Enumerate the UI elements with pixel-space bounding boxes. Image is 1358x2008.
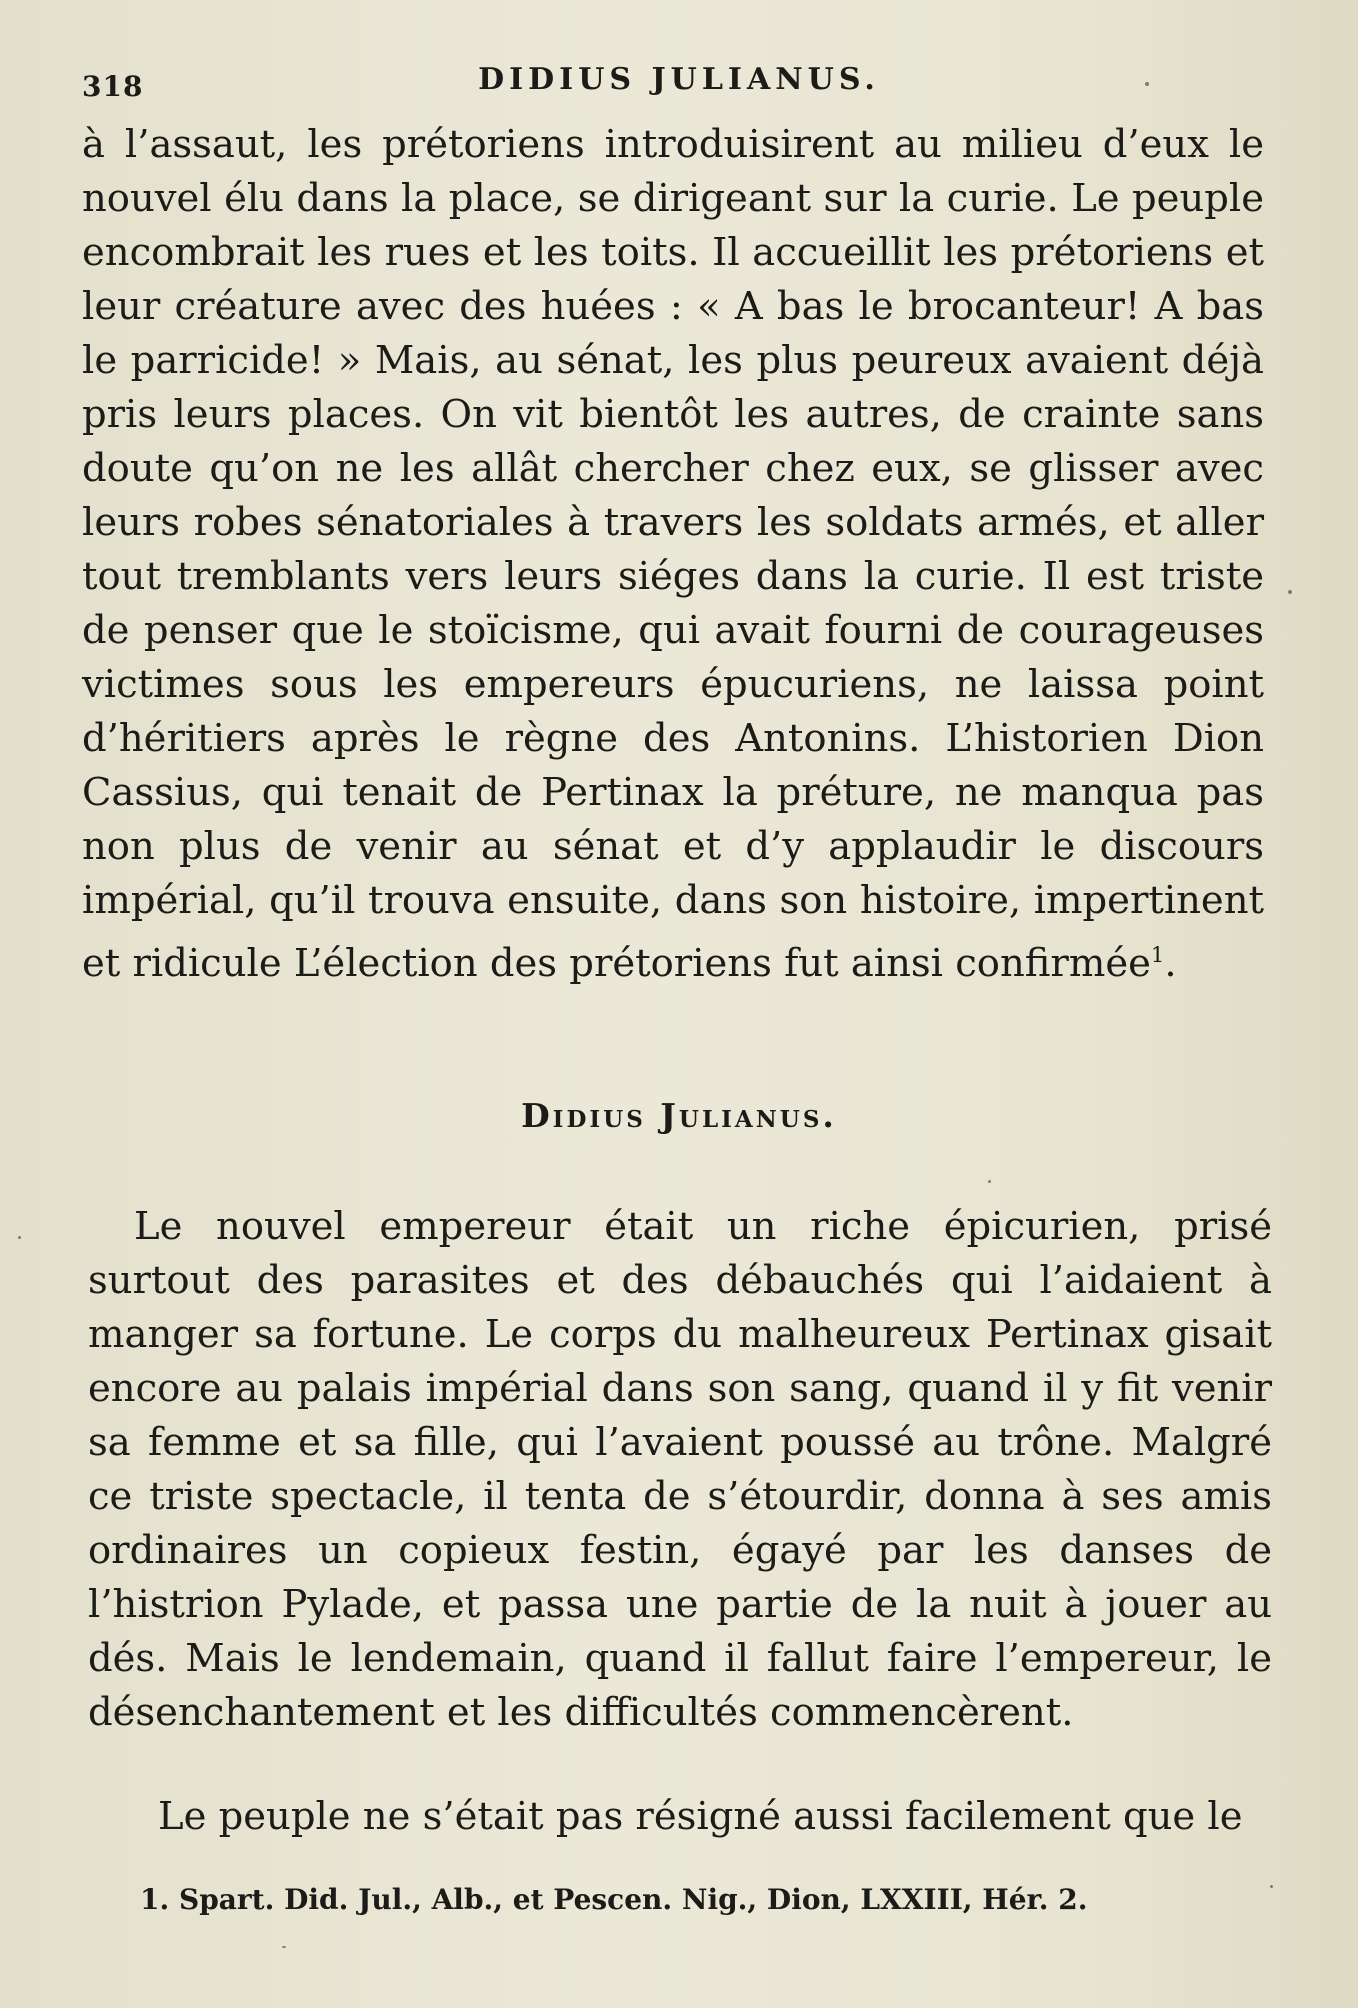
paragraph-1-end: . xyxy=(1164,940,1177,986)
paper-speck xyxy=(988,1180,991,1183)
paper-speck xyxy=(1145,82,1149,86)
paragraph-3: Le peuple ne s’était pas résigné aussi facilement que le xyxy=(158,1794,1243,1839)
paper-speck xyxy=(1270,1885,1273,1888)
footnote-text: Spart. Did. Jul., Alb., et Pescen. Nig., Dion, LXXIII, Hér. 2. xyxy=(178,1883,1088,1916)
paragraph-1 xyxy=(82,118,1264,991)
paper-speck xyxy=(282,1946,286,1948)
paragraph-2: Le nouvel empereur était un riche épicurien, prisé surtout des parasites et des débauchés qui l’aidaient à manger sa fortune. Le corps du malheureux Pertinax gisait encore au palais impérial dans son sang, quand il y fit venir sa femme et sa fille, qui l’avaient poussé au trône. Malgré ce triste spectacle, il tenta de s’étourdir, donna à ses amis ordinaires un copieux festin, égayé par les danses de l’histrion Pylade, et passa une partie de la nuit à jouer au dés. Mais le lendemain, quand il fallut faire l’empereur, le désenchantement et les difficultés commencèrent. xyxy=(88,1204,1272,1735)
paper-speck xyxy=(1288,590,1292,594)
paper-speck xyxy=(18,1236,21,1239)
paragraph-1-text: à l’assaut, les prétoriens introduisirent au milieu d’eux le nouvel élu dans la place, se dirigeant sur la curie. Le peuple encombrait les rues et les toits. Il accueillit les prétoriens et leur créature avec des huées : « A bas le brocanteur! A bas le parricide! » Mais, au sénat, les plus peureux avaient déjà pris leurs places. On vit bientôt les autres, de crainte sans doute qu’on ne les allât chercher chez eux, se glisser avec leurs robes sénatoriales à travers les soldats armés, et aller tout tremblants vers leurs siéges dans la curie. Il est triste de penser que le stoïcisme, qui avait fourni de courageuses victimes sous les empereurs épucuriens, ne laissa point d’héritiers après le règne des Antonins. L’historien Dion Cassius, qui tenait de Pertinax la préture, ne manqua pas non plus de venir au sénat et d’y applaudir le discours impérial, qu’il trouva ensuite, dans son histoire, impertinent et ridicule L’élection des prétoriens fut ainsi confirmée xyxy=(82,122,1264,986)
page-header xyxy=(80,56,1278,106)
footnote-number: 1. xyxy=(140,1883,170,1916)
footnote-reference: 1 xyxy=(1150,942,1165,967)
section-title: Didius Julianus. xyxy=(521,1096,837,1135)
running-title: DIDIUS JULIANUS. xyxy=(478,62,880,97)
page-number: 318 xyxy=(82,70,144,103)
footnote xyxy=(140,1880,1238,1920)
